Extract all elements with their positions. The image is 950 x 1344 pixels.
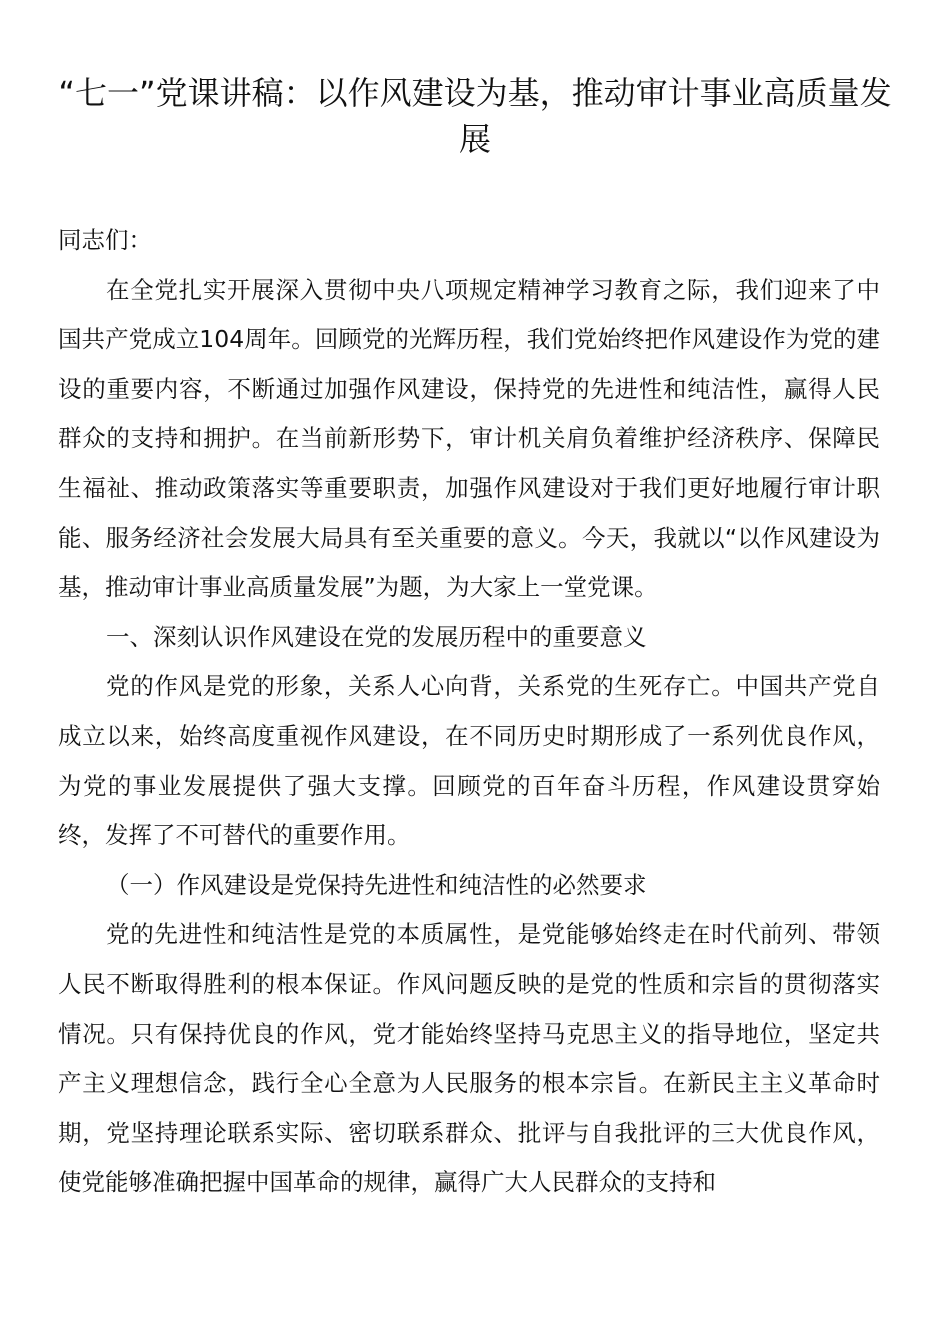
salutation: 同志们： (58, 226, 152, 254)
paragraph-subsection-1-1: 党的先进性和纯洁性是党的本质属性，是党能够始终走在时代前列、带领人民不断取得胜利的根本保证。作风问题反映的是党的性质和宗旨的贯彻落实情况。只有保持优良的作风，党才能始终坚持马克思主义的指导地位，坚定共产主义理想信念，践行全心全意为人民服务的根本宗旨。在新民主主义革命时期，党坚持理论联系实际、密切联系群众、批评与自我批评的三大优良作风，使党能够准确把握中国革命的规律，赢得广大人民群众的支持和 (58, 920, 880, 1197)
document-title: “七一”党课讲稿：以作风建设为基，推动审计事业高质量发展 (58, 74, 892, 158)
paragraph-intro: 在全党扎实开展深入贯彻中央八项规定精神学习教育之际，我们迎来了中国共产党成立104周年。回顾党的光辉历程，我们党始终把作风建设作为党的建设的重要内容，不断通过加强作风建设，保持党的先进性和纯洁性，赢得人民群众的支持和拥护。在当前新形势下，审计机关肩负着维护经济秩序、保障民生福祉、推动政策落实等重要职责，加强作风建设对于我们更好地履行审计职能、服务经济社会发展大局具有至关重要的意义。今天，我就以“以作风建设为基，推动审计事业高质量发展”为题，为大家上一堂党课。 (58, 275, 880, 602)
subsection-heading-1-1: （一）作风建设是党保持先进性和纯洁性的必然要求 (106, 870, 647, 899)
section-heading-1: 一、深刻认识作风建设在党的发展历程中的重要意义 (106, 622, 647, 651)
paragraph-section-1: 党的作风是党的形象，关系人心向背，关系党的生死存亡。中国共产党自成立以来，始终高度重视作风建设，在不同历史时期形成了一系列优良作风，为党的事业发展提供了强大支撑。回顾党的百年奋斗历程，作风建设贯穿始终，发挥了不可替代的重要作用。 (58, 672, 880, 850)
document-body (58, 216, 880, 1208)
